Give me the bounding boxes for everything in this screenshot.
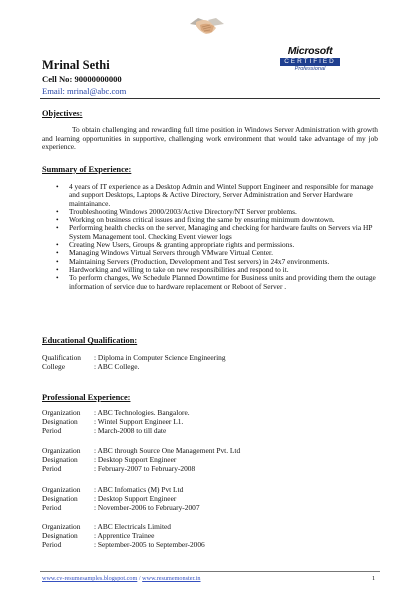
row-label: Organization — [42, 408, 81, 417]
candidate-name: Mrinal Sethi — [42, 58, 110, 72]
bullet-icon: • — [56, 256, 59, 266]
row-value: : ABC Electricals Limited — [94, 522, 171, 531]
list-item-text: 4 years of IT experience as a Desktop Admin and Wintel Support Engineer and responsible for manage and support Desktops, Laptops & Active Directory, Server Administration and Server Hardware maintainance. — [69, 182, 374, 208]
row-label: Period — [42, 540, 62, 549]
footer-link-blog[interactable]: www.cv-resumesamples.blogspot.com — [42, 575, 138, 582]
footer-separator: / — [137, 575, 143, 582]
row-label: Designation — [42, 494, 78, 503]
row-label: Period — [42, 426, 62, 435]
row-label: Organization — [42, 522, 81, 531]
row-value: : November-2006 to February-2007 — [94, 503, 200, 512]
job-row — [42, 465, 195, 474]
logo-professional: Professional — [294, 66, 326, 72]
row-value: : Desktop Support Engineer — [94, 494, 177, 503]
row-value: : September-2005 to September-2006 — [94, 540, 205, 549]
cell-number: Cell No: 90000000000 — [42, 74, 122, 84]
job-row — [42, 504, 200, 513]
row-value: : ABC Technologies. Bangalore. — [94, 408, 190, 417]
row-value: : March-2008 to till date — [94, 426, 167, 435]
header-divider — [40, 98, 380, 99]
bullet-icon: • — [56, 206, 59, 216]
row-label: Organization — [42, 446, 81, 455]
list-item-text: Working on business critical issues and fixing the same by ensuring minimum downtown. — [69, 215, 335, 225]
row-label: Designation — [42, 455, 78, 464]
row-value: : ABC through Source One Management Pvt. Ltd — [94, 446, 241, 455]
logo-brand: Microsoft — [287, 45, 333, 57]
professional-heading: Professional Experience: — [42, 393, 131, 402]
education-heading: Educational Qualification: — [42, 336, 138, 345]
list-item — [56, 274, 382, 291]
objectives-text — [42, 126, 378, 152]
footer-links — [42, 575, 201, 582]
row-label: Period — [42, 503, 62, 512]
row-label: Qualification — [42, 353, 81, 362]
row-label: Designation — [42, 417, 78, 426]
row-value: : February-2007 to February-2008 — [94, 464, 196, 473]
list-item — [56, 183, 382, 208]
row-value: : Diploma in Computer Science Engineering — [94, 353, 226, 362]
row-value: : Apprentice Trainee — [94, 531, 155, 540]
list-item — [56, 224, 382, 241]
bullet-icon: • — [56, 223, 59, 233]
handshake-icon — [188, 10, 226, 42]
list-item-text: Performing health checks on the server, Managing and checking for hardware faults on Servers via HP System Management tool. Checking Event viewer logs — [69, 223, 373, 241]
job-row — [42, 541, 205, 550]
row-label: Designation — [42, 531, 78, 540]
row-label: Organization — [42, 485, 81, 494]
objectives-text-body: To obtain challenging and rewarding full time position in Windows Server Administration with growth and learning opportunities in supportive, challenging work environment that would take advantage of my job experience. — [42, 125, 378, 152]
row-label: Period — [42, 464, 62, 473]
bullet-icon: • — [56, 182, 59, 191]
objectives-heading: Objectives: — [42, 109, 83, 118]
row-value: : ABC College. — [94, 362, 140, 371]
row-value: : Wintel Support Engineer L1. — [94, 417, 184, 426]
row-label: College — [42, 362, 65, 371]
email-address: Email: mrinal@abc.com — [42, 86, 127, 96]
list-item-text: To perform changes, We Schedule Planned Downtime for Business units and providing them the outage information of service due to hardware replacement or Reboot of Server . — [69, 273, 376, 291]
footer-divider — [40, 571, 380, 572]
bullet-icon: • — [56, 273, 59, 283]
microsoft-certified-logo — [274, 45, 346, 75]
list-item-text: Creating New Users, Groups & granting appropriate rights and permissions. — [69, 240, 295, 250]
row-value: : Desktop Support Engineer — [94, 455, 177, 464]
bullet-icon: • — [56, 248, 59, 258]
page-number: 1 — [372, 575, 376, 582]
list-item-text: Maintaining Servers (Production, Development and Test servers) in 24x7 environments. — [69, 256, 330, 266]
bullet-icon: • — [56, 264, 59, 274]
logo-certified: CERTIFIED — [280, 58, 340, 66]
list-item-text: Troubleshooting Windows 2000/2003/Active Directory/NT Server problems. — [69, 206, 297, 216]
bullet-icon: • — [56, 215, 59, 225]
job-row — [42, 427, 166, 436]
list-item-text: Managing Windows Virtual Servers through VMware Virtual Center. — [69, 248, 273, 258]
list-item-text: Hardworking and willing to take on new responsibilities and respond to it. — [69, 264, 289, 274]
summary-heading: Summary of Experience: — [42, 165, 132, 174]
footer-link-resumemonster[interactable]: www.resumemonster.in — [142, 575, 201, 582]
summary-list — [56, 183, 382, 291]
row-value: : ABC Infomatics (M) Pvt Ltd — [94, 485, 184, 494]
education-row — [42, 363, 139, 372]
bullet-icon: • — [56, 240, 59, 250]
